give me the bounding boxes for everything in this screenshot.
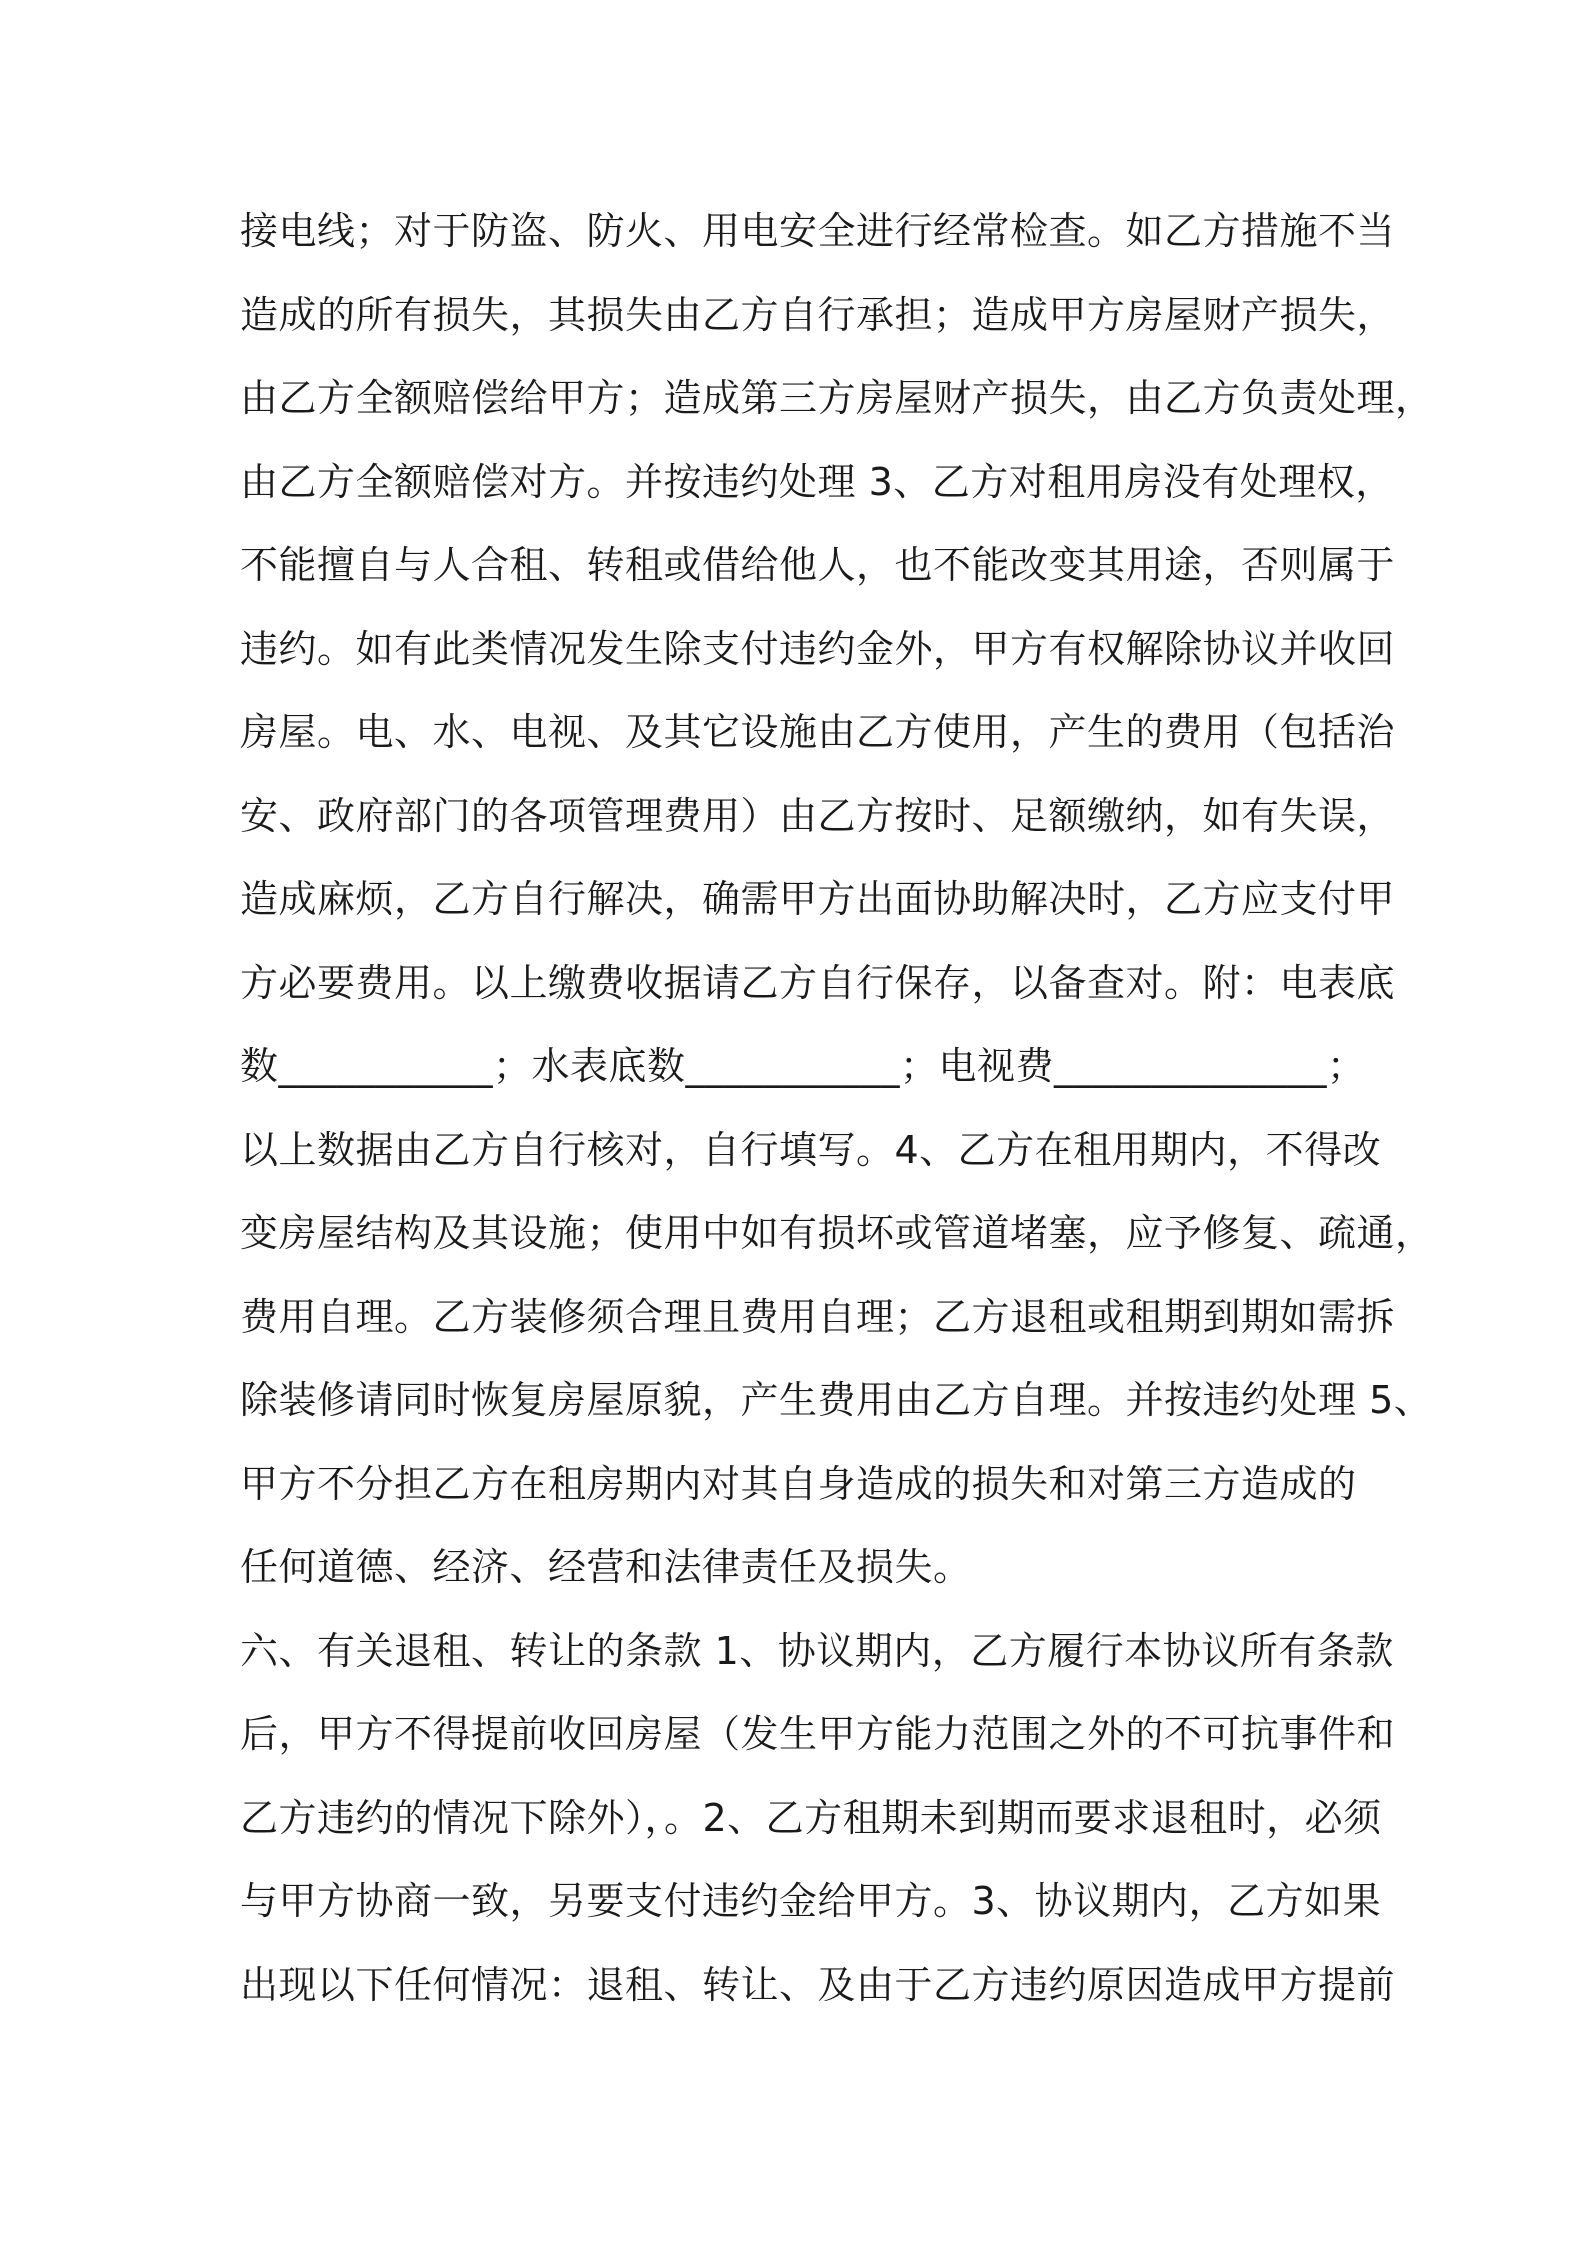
text-line-5: 不能擅自与人合租、转租或借给他人，也不能改变其用途，否则属于	[240, 543, 1396, 587]
text-line-13: 变房屋结构及其设施；使用中如有损坏或管道堵塞，应予修复、疏通，	[240, 1211, 1434, 1255]
text-line-12: 以上数据由乙方自行核对，自行填写。4、乙方在租用期内，不得改	[240, 1127, 1382, 1172]
text-line-2: 造成的所有损失，其损失由乙方自行承担；造成甲方房屋财产损失，	[240, 292, 1396, 337]
text-line-10: 方必要费用。以上缴费收据请乙方自行保存，以备查对。附：电表底	[240, 960, 1396, 1005]
text-line-19: 后，甲方不得提前收回房屋（发生甲方能力范围之外的不可抗事件和	[240, 1712, 1396, 1756]
text-line-4: 由乙方全额赔偿对方。并按违约处理 3、乙方对租用房没有处理权，	[240, 459, 1394, 504]
text-line-15: 除装修请同时恢复房屋原貌，产生费用由乙方自理。并按违约处理 5、	[240, 1378, 1433, 1422]
text-line-16: 甲方不分担乙方在租房期内对其自身造成的损失和对第三方造成的	[240, 1461, 1357, 1506]
text-line-22: 出现以下任何情况：退租、转让、及由于乙方违约原因造成甲方提前	[240, 1962, 1396, 2007]
text-line-17: 任何道德、经济、经营和法律责任及损失。	[240, 1545, 972, 1589]
contract-text-block	[240, 190, 1434, 2027]
text-line-21: 与甲方协商一致，另要支付违约金给甲方。3、协议期内，乙方如果	[240, 1879, 1382, 1923]
text-line-14: 费用自理。乙方装修须合理且费用自理；乙方退租或租期到期如需拆	[240, 1294, 1396, 1339]
text-line-7: 房屋。电、水、电视、及其它设施由乙方使用，产生的费用（包括治	[240, 710, 1396, 754]
text-line-9: 造成麻烦，乙方自行解决，确需甲方出面协助解决时，乙方应支付甲	[240, 877, 1396, 921]
text-line-20: 乙方违约的情况下除外），。2、乙方租期未到期而要求退租时，必须	[240, 1795, 1382, 1840]
text-line-8: 安、政府部门的各项管理费用）由乙方按时、足额缴纳，如有失误，	[240, 793, 1396, 838]
text-line-11-meter-readings: 数___________；水表底数___________；电视费______________；	[240, 1044, 1366, 1088]
section-six-heading-line: 六、有关退租、转让的条款 1、协议期内，乙方履行本协议所有条款	[240, 1628, 1394, 1673]
text-line-3: 由乙方全额赔偿给甲方；造成第三方房屋财产损失，由乙方负责处理，	[240, 376, 1434, 420]
text-line-6: 违约。如有此类情况发生除支付违约金外，甲方有权解除协议并收回	[240, 626, 1396, 671]
text-line-1: 接电线；对于防盗、防火、用电安全进行经常检查。如乙方措施不当	[240, 209, 1396, 253]
